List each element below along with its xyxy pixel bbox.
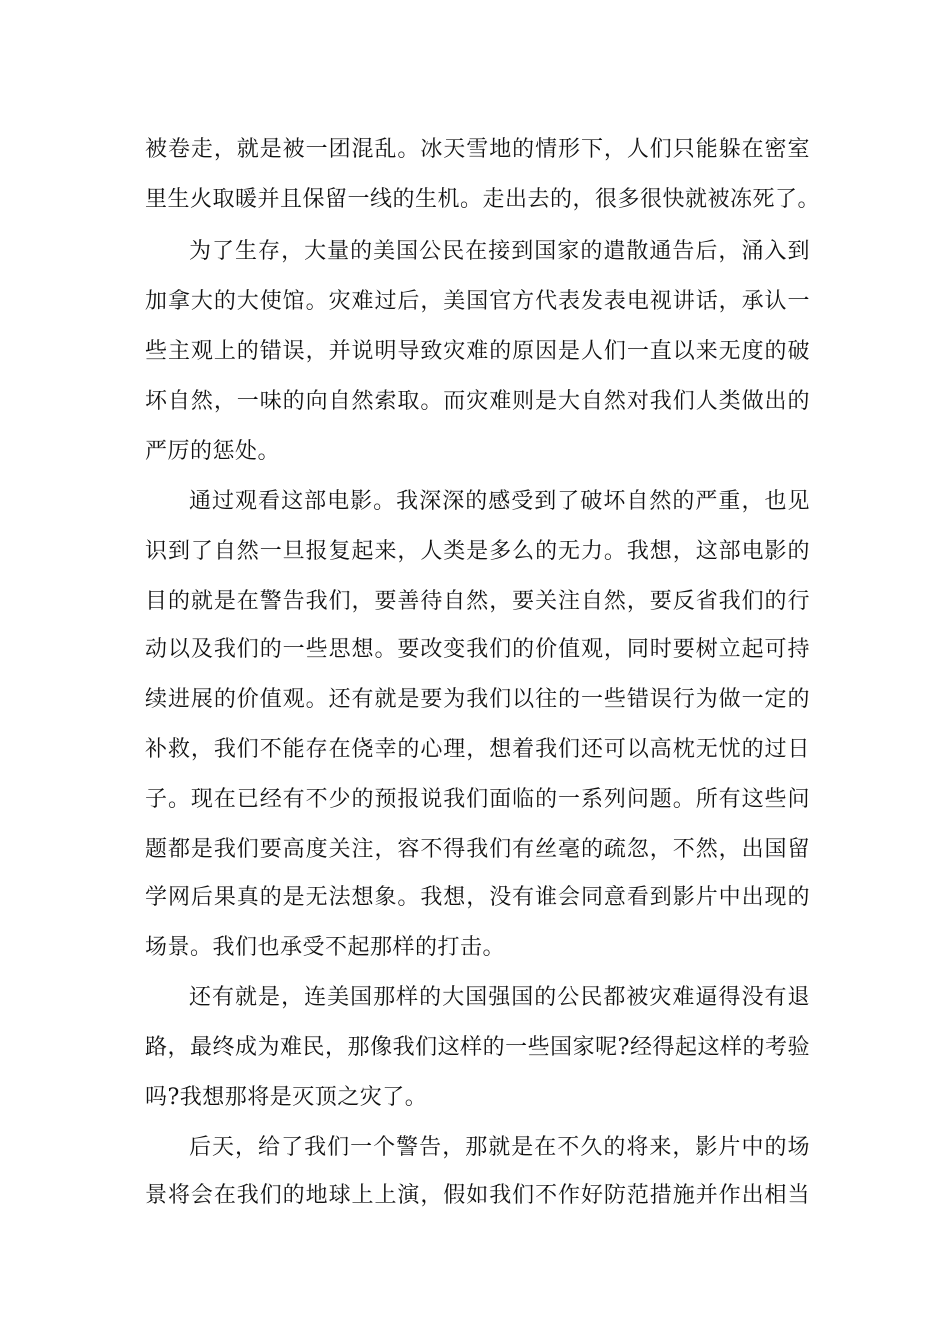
text-line: 路，最终成为难民，那像我们这样的一些国家呢?经得起这样的考验 [145,1035,810,1060]
text-line: 吗?我想那将是灭顶之灾了。 [145,1085,428,1110]
text-line: 景将会在我们的地球上上演，假如我们不作好防范措施并作出相当 [145,1183,810,1208]
text-line: 题都是我们要高度关注，容不得我们有丝毫的疏忽，不然，出国留 [145,837,810,862]
paragraph-start-line: 通过观看这部电影。我深深的感受到了破坏自然的严重，也见 [189,489,810,514]
text-line: 续进展的价值观。还有就是要为我们以往的一些错误行为做一定的 [145,687,810,712]
text-line: 加拿大的大使馆。灾难过后，美国官方代表发表电视讲话，承认一 [145,289,810,314]
paragraph-start-line: 还有就是，连美国那样的大国强国的公民都被灾难逼得没有退 [189,985,810,1010]
paragraph-start-line: 后天，给了我们一个警告，那就是在不久的将来，影片中的场 [189,1135,810,1160]
text-line: 学网后果真的是无法想象。我想，没有谁会同意看到影片中出现的 [145,885,810,910]
text-line: 场景。我们也承受不起那样的打击。 [145,935,506,960]
text-line: 动以及我们的一些思想。要改变我们的价值观，同时要树立起可持 [145,637,810,662]
text-line: 坏自然，一味的向自然索取。而灾难则是大自然对我们人类做出的 [145,389,810,414]
text-line: 严厉的惩处。 [145,439,281,464]
paragraph-start-line: 为了生存，大量的美国公民在接到国家的遣散通告后，涌入到 [189,239,810,264]
text-line: 里生火取暖并且保留一线的生机。走出去的，很多很快就被冻死了。 [145,187,821,212]
text-line: 些主观上的错误，并说明导致灾难的原因是人们一直以来无度的破 [145,339,810,364]
text-line: 子。现在已经有不少的预报说我们面临的一系列问题。所有这些问 [145,787,810,812]
text-line: 识到了自然一旦报复起来，人类是多么的无力。我想，这部电影的 [145,539,810,564]
text-line: 目的就是在警告我们，要善待自然，要关注自然，要反省我们的行 [145,589,810,614]
text-line: 被卷走，就是被一团混乱。冰天雪地的情形下，人们只能躲在密室 [145,137,810,162]
text-line: 补救，我们不能存在侥幸的心理，想着我们还可以高枕无忧的过日 [145,737,810,762]
